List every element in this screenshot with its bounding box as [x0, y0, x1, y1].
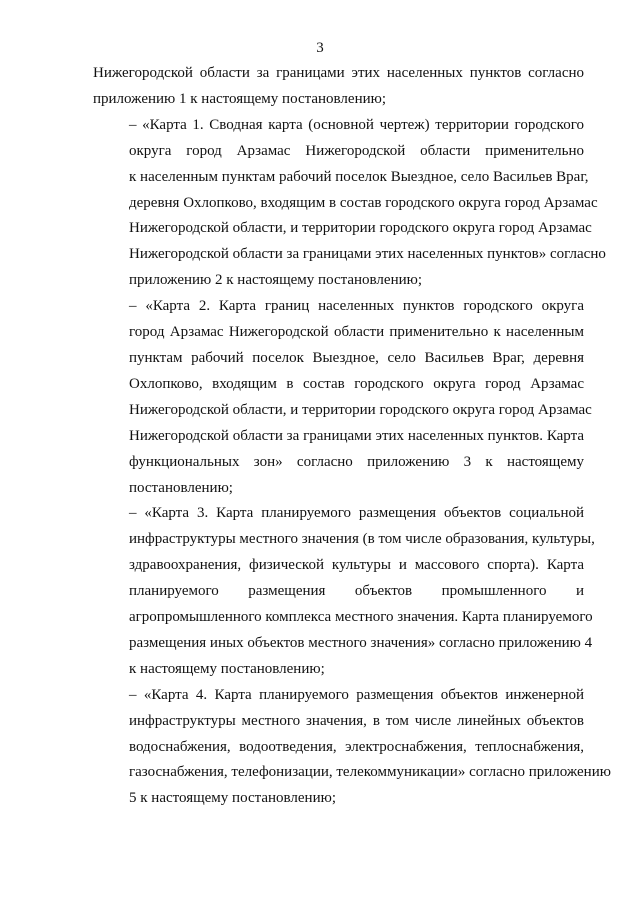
text-line: – «Карта 3. Карта планируемого размещения объектов социальной	[129, 505, 584, 522]
text-line: округа город Арзамас Нижегородской области применительно	[129, 142, 584, 159]
text-line: деревня Охлопково, входящим в состав городского округа город Арзамас	[129, 194, 598, 211]
paragraph-continuation	[93, 61, 584, 113]
text-line: пунктам рабочий поселок Выездное, село Васильев Враг, деревня	[129, 349, 584, 366]
text-line: функциональных зон» согласно приложению 3 к настоящему	[129, 453, 584, 470]
text-line: агропромышленного комплекса местного значения. Карта планируемого	[129, 609, 593, 626]
text-line: Нижегородской области за границами этих населенных пунктов» согласно	[129, 246, 606, 263]
paragraph-map-3	[93, 501, 595, 682]
text-line: 5 к настоящему постановлению;	[129, 790, 336, 807]
text-line: приложению 2 к настоящему постановлению;	[129, 272, 422, 289]
text-line: – «Карта 4. Карта планируемого размещения объектов инженерной	[129, 686, 584, 703]
text-line: здравоохранения, физической культуры и массового спорта). Карта	[129, 557, 584, 574]
text-line: Охлопково, входящим в состав городского округа город Арзамас	[129, 375, 584, 392]
paragraph-map-4	[93, 683, 611, 813]
paragraph-map-1	[93, 113, 606, 294]
paragraph-map-2	[93, 294, 592, 501]
document-body	[93, 61, 611, 812]
page-number: 3	[316, 40, 324, 56]
text-line: приложению 1 к настоящему постановлению;	[93, 90, 386, 107]
text-line: город Арзамас Нижегородской области применительно к населенным	[129, 324, 584, 341]
text-line: Нижегородской области, и территории городского округа город Арзамас	[129, 401, 592, 418]
text-line: Нижегородской области за границами этих населенных пунктов. Карта	[129, 427, 584, 444]
text-line: постановлению;	[129, 479, 233, 496]
text-line: газоснабжения, телефонизации, телекоммуникации» согласно приложению	[129, 764, 611, 781]
text-line: – «Карта 2. Карта границ населенных пунктов городского округа	[129, 298, 584, 315]
text-line: размещения иных объектов местного значения» согласно приложению 4	[129, 634, 593, 651]
text-line: – «Карта 1. Сводная карта (основной чертеж) территории городского	[129, 116, 584, 133]
text-line: к населенным пунктам рабочий поселок Выездное, село Васильев Враг,	[129, 168, 589, 185]
text-line: водоснабжения, водоотведения, электроснабжения, теплоснабжения,	[129, 738, 584, 755]
text-line: планируемого размещения объектов промышленного и	[129, 583, 584, 600]
text-line: инфраструктуры местного значения, в том числе линейных объектов	[129, 712, 584, 729]
text-line: к настоящему постановлению;	[129, 660, 325, 677]
text-line: Нижегородской области за границами этих населенных пунктов согласно	[93, 65, 584, 81]
text-line: Нижегородской области, и территории городского округа город Арзамас	[129, 220, 592, 237]
text-line: инфраструктуры местного значения (в том числе образования, культуры,	[129, 531, 595, 548]
